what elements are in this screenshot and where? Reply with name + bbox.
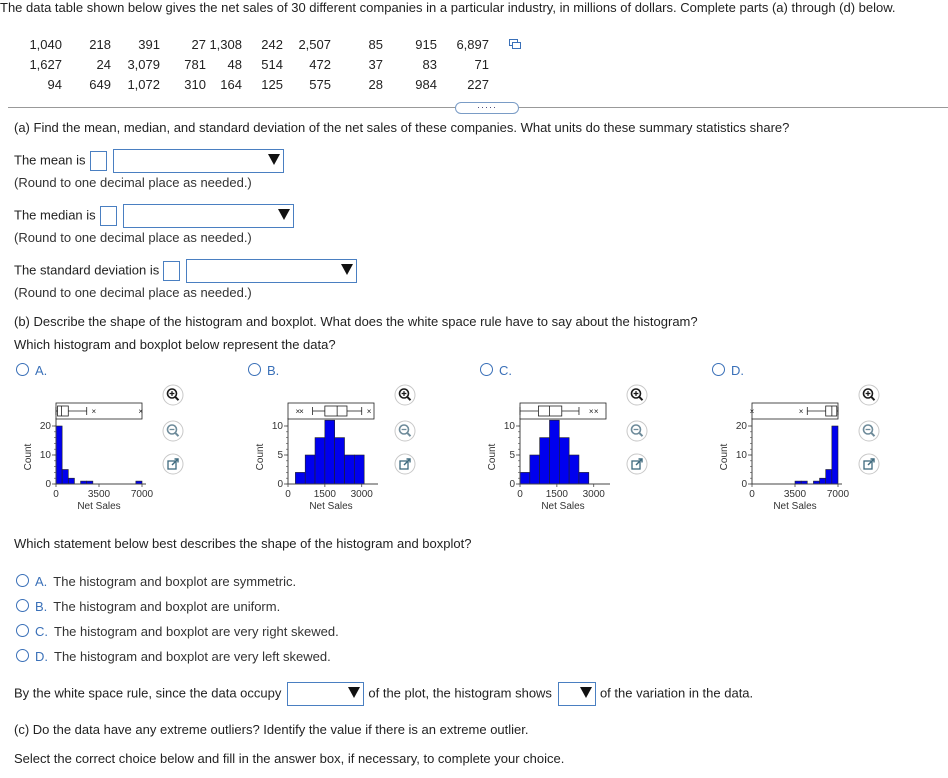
histogram-bar [520, 472, 530, 484]
chart-option-c [486, 398, 626, 516]
statement-radio-d[interactable] [16, 649, 29, 662]
sd-row [14, 259, 357, 283]
y-tick-label: 0 [509, 479, 515, 490]
part-b-subquestion: Which histogram and boxplot below represent the data? [14, 337, 336, 352]
x-axis-label: Net Sales [77, 501, 121, 512]
x-axis-label: Net Sales [773, 501, 817, 512]
data-cell: 94 [47, 76, 62, 92]
x-tick-label: 1500 [545, 489, 568, 500]
x-axis-label: Net Sales [541, 501, 585, 512]
x-axis-label: Net Sales [309, 501, 353, 512]
boxplot-outlier: × [138, 407, 144, 416]
data-cell: 164 [220, 76, 242, 92]
data-cell: 125 [261, 76, 283, 92]
x-tick-label: 3500 [783, 489, 807, 500]
mean-label: The mean is [14, 152, 86, 168]
data-cell: 227 [467, 76, 489, 92]
median-units-dropdown[interactable] [123, 204, 294, 228]
histogram-bar [549, 420, 559, 484]
statement-radio-c[interactable] [16, 624, 29, 637]
data-table-row [14, 54, 489, 74]
boxplot-outlier: × [749, 407, 755, 416]
y-tick-label: 0 [277, 479, 283, 490]
data-cell: 48 [227, 56, 242, 72]
data-cell: 781 [184, 56, 206, 72]
x-tick-label: 0 [517, 489, 523, 500]
boxplot-box [325, 406, 347, 416]
y-axis-label: Count [487, 443, 498, 471]
x-tick-label: 1500 [313, 489, 336, 500]
data-cell: 218 [89, 36, 111, 52]
boxplot-outlier: × [593, 407, 599, 416]
option-c[interactable]: C. [480, 363, 512, 378]
ws-suffix: of the variation in the data. [599, 685, 754, 701]
histogram-bar [569, 455, 579, 484]
boxplot-outlier: × [588, 407, 594, 416]
part-b-question: (b) Describe the shape of the histogram and boxplot. What does the white space rule have to say about the histogram? [14, 314, 698, 329]
data-cell: 37 [368, 56, 383, 72]
data-cell: 1,308 [209, 36, 242, 52]
x-tick-label: 3000 [350, 489, 373, 500]
boxplot-outlier: × [798, 407, 804, 416]
option-a[interactable]: A. [16, 363, 47, 378]
statement-question: Which statement below best describes the shape of the histogram and boxplot? [14, 536, 472, 551]
histogram-bar [56, 426, 62, 484]
zoom-in-icon[interactable] [626, 384, 648, 406]
data-cell: 514 [261, 56, 283, 72]
data-cell: 6,897 [456, 36, 489, 52]
chevron-down-icon [348, 687, 360, 698]
mean-row [14, 149, 284, 173]
histogram-bar [530, 455, 540, 484]
data-cell: 28 [368, 76, 383, 92]
zoom-out-icon[interactable] [394, 420, 416, 442]
chevron-down-icon [268, 154, 280, 165]
part-c-instruction: Select the correct choice below and fill in the answer box, if necessary, to complete your choice. [14, 751, 565, 766]
popout-icon[interactable] [858, 453, 880, 475]
histogram-bar [540, 438, 550, 484]
histogram-bar [826, 470, 832, 485]
histogram-bar [295, 472, 305, 484]
data-cell: 1,072 [127, 76, 160, 92]
boxplot-outlier: × [366, 407, 372, 416]
data-cell: 27 [191, 36, 206, 52]
histogram-bar [305, 455, 315, 484]
data-cell: 85 [368, 36, 383, 52]
statement-c[interactable]: C. The histogram and boxplot are very right skewed. [16, 624, 339, 639]
statement-a[interactable]: A. The histogram and boxplot are symmetric. [16, 574, 296, 589]
y-tick-label: 10 [39, 450, 51, 461]
data-cell: 984 [415, 76, 437, 92]
chevron-down-icon [341, 264, 353, 275]
option-d[interactable]: D. [712, 363, 744, 378]
zoom-in-icon[interactable] [394, 384, 416, 406]
histogram-bar [315, 438, 325, 484]
sd-units-dropdown[interactable] [186, 259, 357, 283]
data-cell: 1,627 [29, 56, 62, 72]
zoom-out-icon[interactable] [858, 420, 880, 442]
y-tick-label: 0 [45, 479, 51, 490]
median-input[interactable] [100, 206, 117, 226]
boxplot-box [58, 406, 69, 416]
data-cell: 472 [309, 56, 331, 72]
histogram-bar [345, 455, 355, 484]
y-tick-label: 20 [735, 421, 747, 432]
y-tick-label: 5 [509, 450, 515, 461]
median-row [14, 204, 294, 228]
y-tick-label: 0 [741, 479, 747, 490]
x-tick-label: 3000 [582, 489, 605, 500]
median-label: The median is [14, 207, 96, 223]
zoom-in-icon[interactable] [858, 384, 880, 406]
radio-a[interactable] [16, 363, 29, 376]
boxplot-outlier: × [91, 407, 97, 416]
radio-d[interactable] [712, 363, 725, 376]
zoom-in-icon[interactable] [162, 384, 184, 406]
boxplot-outlier: × [299, 407, 304, 416]
y-axis-label: Count [719, 443, 730, 471]
x-tick-label: 0 [53, 489, 59, 500]
x-tick-label: 7000 [130, 489, 154, 500]
boxplot-outlier: × [295, 407, 301, 416]
radio-b[interactable] [248, 363, 261, 376]
histogram-bar [559, 438, 569, 484]
chart-option-a [22, 398, 162, 516]
part-c-question: (c) Do the data have any extreme outliers? Identify the value if there is an extreme outlier. [14, 722, 529, 737]
radio-c[interactable] [480, 363, 493, 376]
histogram-bar [820, 478, 826, 484]
y-axis-label: Count [23, 443, 34, 471]
chart-option-b [254, 398, 394, 516]
histogram-bar [579, 472, 589, 484]
y-tick-label: 10 [503, 421, 515, 432]
x-tick-label: 0 [285, 489, 291, 500]
histogram-bar [68, 478, 74, 484]
data-cell: 649 [89, 76, 111, 92]
expand-dots-button[interactable]: ····· [455, 102, 519, 114]
y-tick-label: 10 [735, 450, 747, 461]
boxplot-box [826, 406, 837, 416]
zoom-out-icon[interactable] [162, 420, 184, 442]
data-table-row [14, 74, 489, 94]
histogram-bar [354, 455, 364, 484]
variation-dropdown[interactable] [558, 682, 596, 706]
data-table [14, 34, 489, 94]
ws-prefix: By the white space rule, since the data occupy [14, 685, 282, 701]
popout-icon[interactable] [394, 453, 416, 475]
data-cell: 310 [184, 76, 206, 92]
data-cell: 915 [415, 36, 437, 52]
option-b[interactable]: B. [248, 363, 279, 378]
data-cell: 575 [309, 76, 331, 92]
y-tick-label: 10 [271, 421, 283, 432]
data-cell: 1,040 [29, 36, 62, 52]
chart-option-d [718, 398, 858, 516]
statement-d[interactable]: D. The histogram and boxplot are very left skewed. [16, 649, 331, 664]
chevron-down-icon [278, 209, 290, 220]
occupy-dropdown[interactable] [287, 682, 364, 706]
white-space-row [14, 682, 753, 706]
intro-text: The data table shown below gives the net sales of 30 different companies in a particular industry, in millions of dollars. Complete parts (a) through (d) below. [0, 0, 896, 15]
x-tick-label: 7000 [826, 489, 850, 500]
sd-input[interactable] [163, 261, 180, 281]
data-cell: 2,507 [298, 36, 331, 52]
y-tick-label: 20 [39, 421, 51, 432]
sd-label: The standard deviation is [14, 262, 160, 278]
chevron-down-icon [580, 687, 592, 698]
popout-icon[interactable] [162, 453, 184, 475]
sd-round-note: (Round to one decimal place as needed.) [14, 285, 252, 300]
histogram-bar [325, 420, 335, 484]
histogram-bar [62, 470, 68, 485]
data-cell: 24 [96, 56, 111, 72]
data-cell: 242 [261, 36, 283, 52]
histogram-bar [832, 426, 838, 484]
statement-b[interactable]: B. The histogram and boxplot are uniform. [16, 599, 280, 614]
zoom-out-icon[interactable] [626, 420, 648, 442]
x-tick-label: 3500 [87, 489, 111, 500]
histogram-bar [335, 438, 345, 484]
part-a-question: (a) Find the mean, median, and standard deviation of the net sales of these companies. What units do these summary statistics share? [14, 120, 790, 135]
y-tick-label: 5 [277, 450, 283, 461]
statement-radio-a[interactable] [16, 574, 29, 587]
popout-icon[interactable] [626, 453, 648, 475]
y-axis-label: Count [255, 443, 266, 471]
mean-input[interactable] [90, 151, 107, 171]
median-round-note: (Round to one decimal place as needed.) [14, 230, 252, 245]
mean-units-dropdown[interactable] [113, 149, 284, 173]
mean-round-note: (Round to one decimal place as needed.) [14, 175, 252, 190]
data-cell: 83 [422, 56, 437, 72]
data-cell: 71 [474, 56, 489, 72]
x-tick-label: 0 [749, 489, 755, 500]
statement-radio-b[interactable] [16, 599, 29, 612]
data-cell: 391 [138, 36, 160, 52]
copy-icon[interactable] [509, 39, 521, 49]
data-table-row [14, 34, 489, 54]
boxplot-box [538, 406, 561, 416]
ws-middle: of the plot, the histogram shows [368, 685, 552, 701]
data-cell: 3,079 [127, 56, 160, 72]
